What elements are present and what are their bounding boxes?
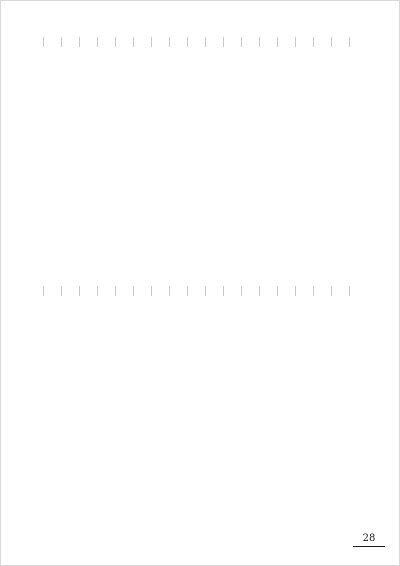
text-line: ＿ bbox=[257, 286, 268, 296]
text-line: ＿ bbox=[149, 37, 160, 47]
text-line: ＿ bbox=[95, 37, 106, 47]
text-line: ＿ bbox=[167, 37, 178, 47]
text-line: ＿ bbox=[329, 37, 340, 47]
text-line: ＿ bbox=[347, 37, 358, 47]
page-number-block bbox=[353, 533, 385, 547]
text-line: ＿ bbox=[347, 286, 358, 296]
text-line: ＿ bbox=[113, 37, 124, 47]
text-line: ＿ bbox=[95, 286, 106, 296]
text-line: ＿ bbox=[257, 37, 268, 47]
text-line: ＿ bbox=[149, 286, 160, 296]
text-line: ＿ bbox=[221, 37, 232, 47]
text-line: ＿ bbox=[131, 37, 142, 47]
text-line: ＿ bbox=[203, 37, 214, 47]
text-line: ＿ bbox=[329, 286, 340, 296]
text-line: ＿ bbox=[221, 286, 232, 296]
text-line: ＿ bbox=[203, 286, 214, 296]
text-line: ＿ bbox=[185, 37, 196, 47]
text-line: ＿ bbox=[275, 37, 286, 47]
text-line: ＿ bbox=[77, 286, 88, 296]
text-line: ＿ bbox=[131, 286, 142, 296]
text-line: ＿ bbox=[275, 286, 286, 296]
text-line: ＿ bbox=[113, 286, 124, 296]
text-line: ＿ bbox=[293, 286, 304, 296]
text-line: ＿ bbox=[59, 286, 70, 296]
text-line: ＿ bbox=[59, 37, 70, 47]
text-line: ＿ bbox=[311, 37, 322, 47]
page-number-rule bbox=[353, 546, 385, 547]
text-line: ＿ bbox=[293, 37, 304, 47]
text-line: ＿ bbox=[41, 286, 52, 296]
text-line: ＿ bbox=[185, 286, 196, 296]
text-block-lower bbox=[39, 286, 359, 526]
text-line: ＿ bbox=[167, 286, 178, 296]
text-line: ＿ bbox=[311, 286, 322, 296]
text-line: ＿ bbox=[41, 37, 52, 47]
text-line: ＿ bbox=[239, 37, 250, 47]
text-line: ＿ bbox=[77, 37, 88, 47]
text-block-upper bbox=[39, 37, 359, 263]
page-number: 28 bbox=[362, 533, 376, 544]
text-line: ＿ bbox=[239, 286, 250, 296]
